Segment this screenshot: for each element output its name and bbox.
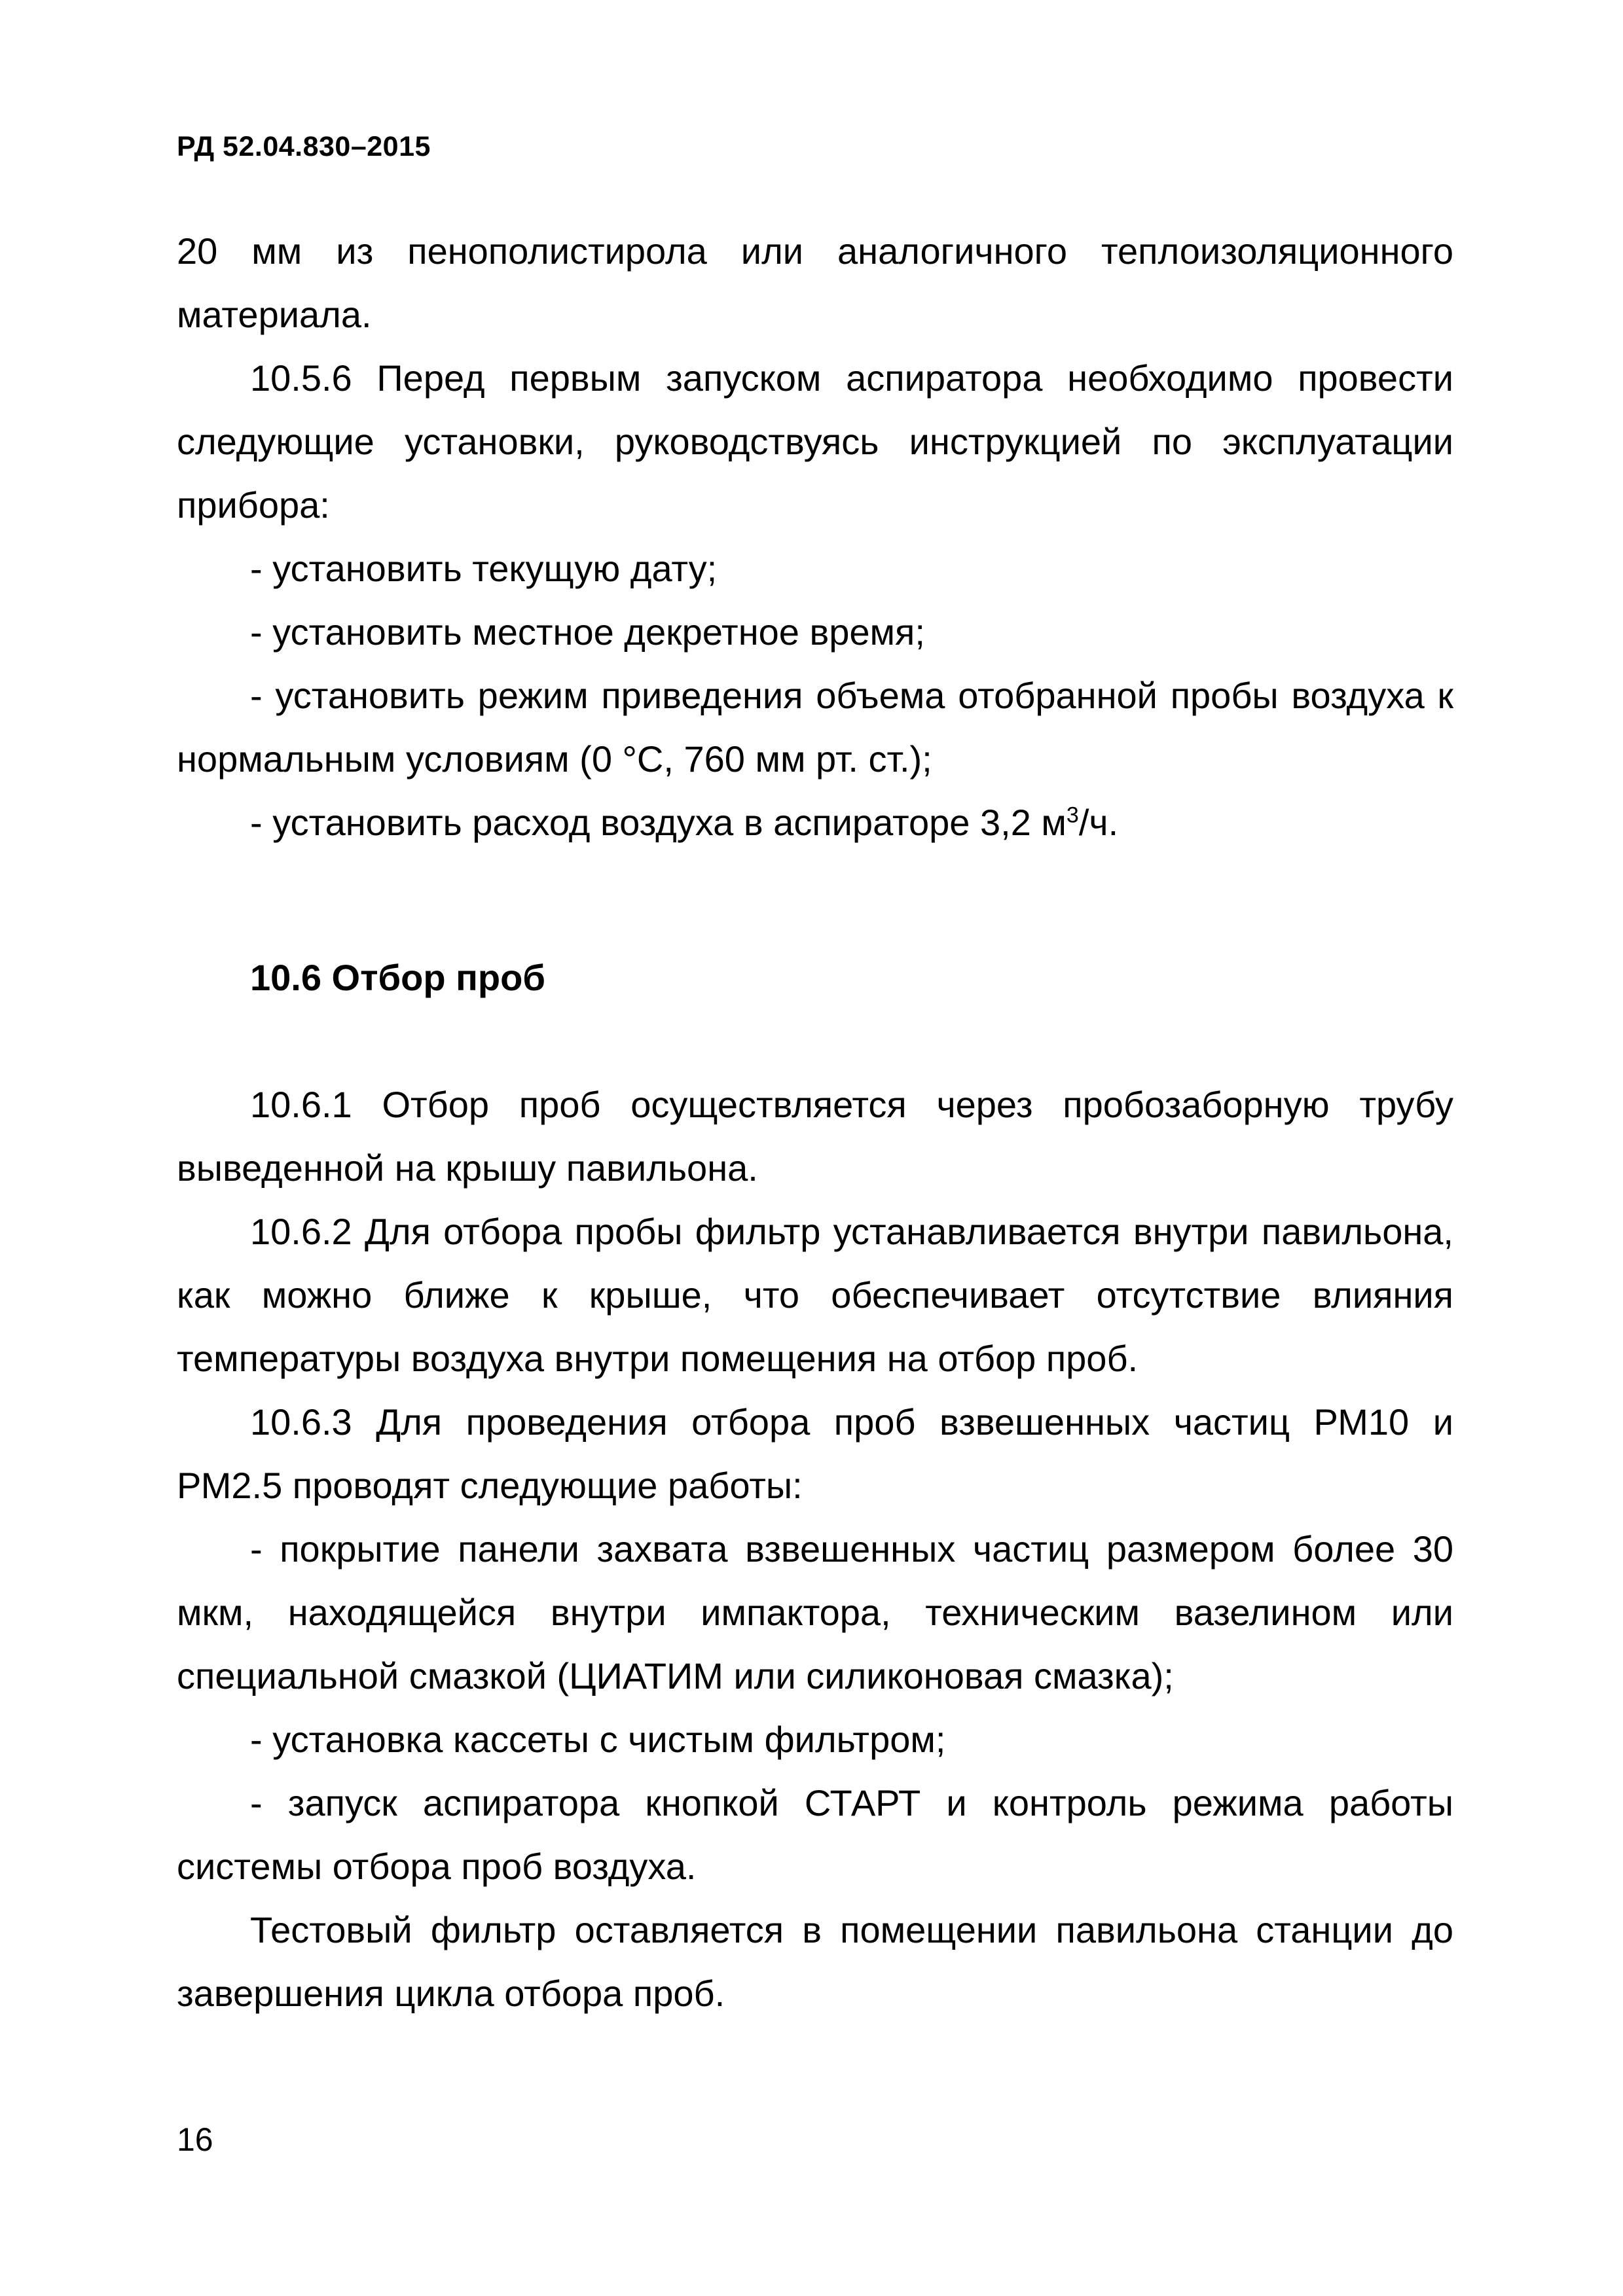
paragraph-10-6-1: 10.6.1 Отбор проб осуществляется через пробозаборную трубу выведенной на крышу павильона. — [177, 1084, 1453, 1189]
section-heading-10-6: 10.6 Отбор проб — [250, 957, 545, 998]
spacer — [177, 854, 1453, 946]
list-item-set-normalization: - установить режим приведения объема отобранной пробы воздуха к нормальным условиям (0 °С, 760 мм рт. ст.); — [177, 675, 1453, 780]
list-item-start: - запуск аспиратора кнопкой СТАРТ и контроль режима работы системы отбора проб воздуха. — [177, 1782, 1453, 1887]
list-item-set-time: - установить местное декретное время; — [250, 611, 925, 653]
list-item-set-date: - установить текущую дату; — [250, 548, 718, 589]
spacer — [177, 1009, 1453, 1073]
paragraph-test-filter: Тестовый фильтр оставляется в помещении павильона станции до завершения цикла отбора проб. — [177, 1909, 1453, 2014]
paragraph-continuation: 20 мм из пенополистирола или аналогичного теплоизоляционного материала. — [177, 230, 1453, 335]
list-item-set-airflow — [177, 791, 1453, 854]
superscript-exponent: 3 — [1066, 802, 1079, 828]
list-item-cassette: - установка кассеты с чистым фильтром; — [250, 1719, 946, 1760]
page-number: 16 — [177, 2121, 213, 2158]
airflow-unit: /ч. — [1078, 802, 1119, 843]
paragraph-10-5-6: 10.5.6 Перед первым запуском аспиратора необходимо провести следующие установки, руководствуясь инструкцией по эксплуатации прибора: — [177, 357, 1453, 526]
document-code-header: РД 52.04.830–2015 — [177, 131, 431, 162]
airflow-text: - установить расход воздуха в аспираторе 3,2 м — [250, 802, 1067, 843]
document-body — [177, 219, 1453, 2025]
paragraph-10-6-2: 10.6.2 Для отбора пробы фильтр устанавливается внутри павильона, как можно ближе к крыше, что обеспечивает отсутствие влияния температуры воздуха внутри помещения на отбор проб. — [177, 1211, 1453, 1379]
list-item-coating: - покрытие панели захвата взвешенных частиц размером более 30 мкм, находящейся внутри импактора, техническим вазелином или специальной смазкой (ЦИАТИМ или силиконовая смазка); — [177, 1528, 1453, 1696]
paragraph-10-6-3: 10.6.3 Для проведения отбора проб взвешенных частиц РМ10 и РМ2.5 проводят следующие работы: — [177, 1401, 1453, 1506]
